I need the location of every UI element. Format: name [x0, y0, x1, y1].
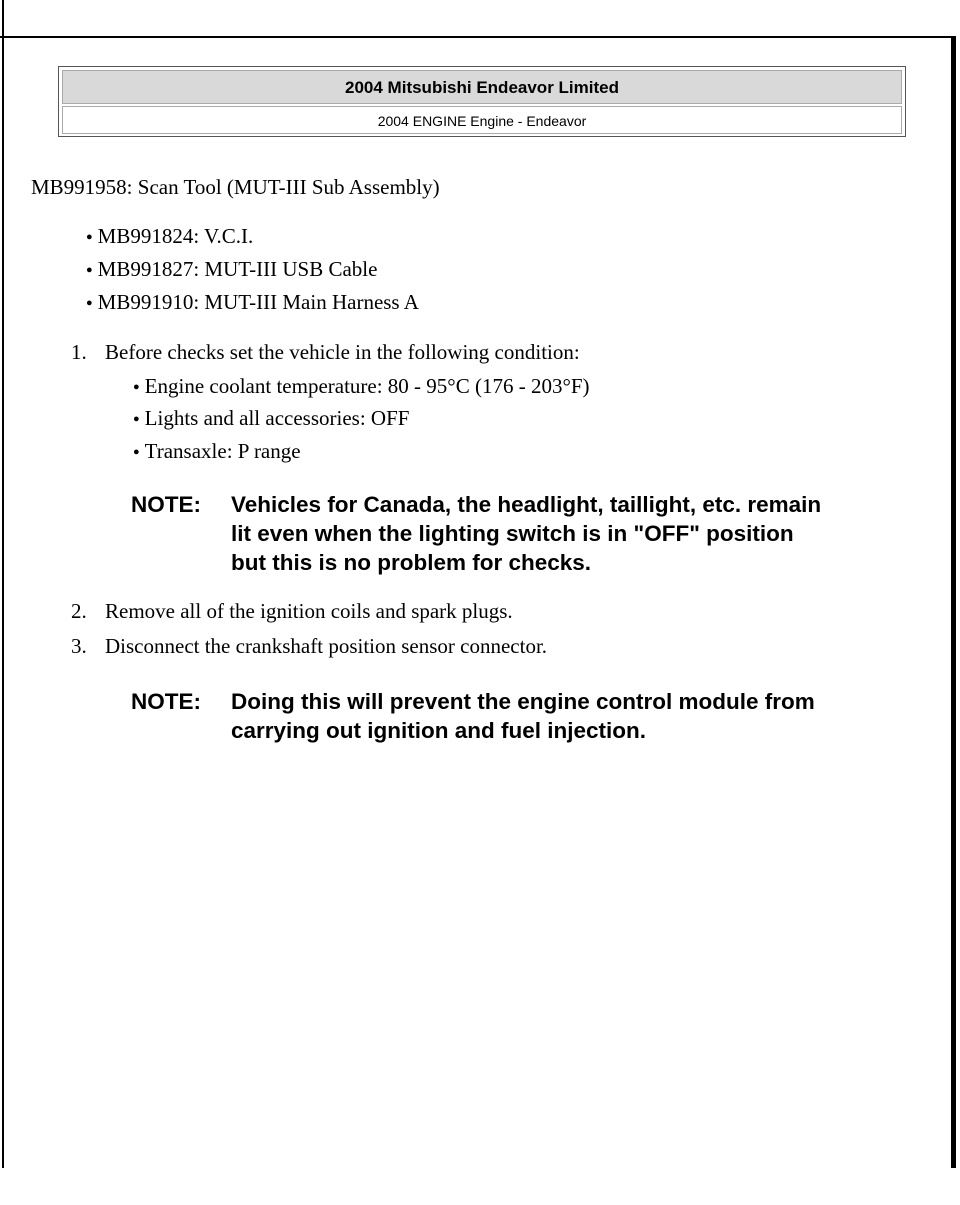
note-line: Doing this will prevent the engine control module from — [231, 689, 815, 714]
step-number: 1. — [71, 340, 87, 364]
note-line: Vehicles for Canada, the headlight, taillight, etc. remain — [231, 492, 822, 517]
step-text: Before checks set the vehicle in the following condition: — [105, 340, 580, 364]
tool-item: ● MB991824: V.C.I. — [86, 224, 253, 252]
tool-item: ● MB991827: MUT-III USB Cable — [86, 257, 377, 285]
note-line: lit even when the lighting switch is in "OFF" position — [231, 521, 794, 546]
page-frame-right — [951, 38, 956, 1168]
page-frame-left — [2, 0, 4, 1168]
step-2 — [71, 599, 513, 623]
page-frame-top — [0, 36, 956, 38]
step-number: 3. — [71, 634, 87, 658]
note-label: NOTE: — [131, 492, 201, 517]
header-title: 2004 Mitsubishi Endeavor Limited — [62, 70, 902, 104]
tool-item: ● MB991910: MUT-III Main Harness A — [86, 290, 419, 318]
note-text — [231, 687, 931, 745]
document-header — [58, 66, 906, 137]
condition-item: ● Lights and all accessories: OFF — [133, 406, 409, 434]
step-number: 2. — [71, 599, 87, 623]
note-label: NOTE: — [131, 689, 201, 714]
step-3 — [71, 634, 547, 658]
note-line: but this is no problem for checks. — [231, 550, 592, 575]
note-text — [231, 490, 931, 577]
condition-item: ● Transaxle: P range — [133, 439, 301, 467]
step-1 — [71, 340, 580, 364]
header-subtitle: 2004 ENGINE Engine - Endeavor — [62, 106, 902, 134]
step-text: Disconnect the crankshaft position sensor connector. — [105, 634, 548, 658]
condition-item: ● Engine coolant temperature: 80 - 95°C (176 - 203°F) — [133, 374, 590, 402]
note-line: carrying out ignition and fuel injection. — [231, 718, 647, 743]
step-text: Remove all of the ignition coils and spark plugs. — [105, 599, 513, 623]
intro-text: MB991958: Scan Tool (MUT-III Sub Assembly) — [31, 175, 440, 199]
